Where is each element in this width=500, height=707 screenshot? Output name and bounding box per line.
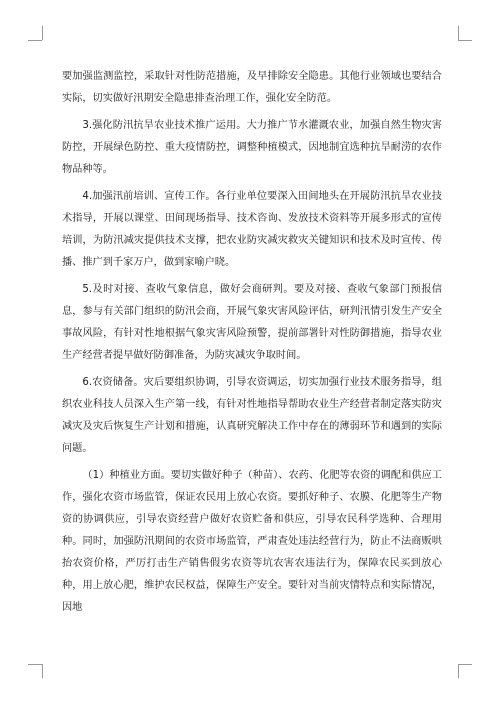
paragraph-item-5: 5.及时对接、查收气象信息，做好会商研判。要及对接、查收气象部门预报信息，参与有关部门组织的防汛会商，开展气象灾害风险评估，研判汛情引发生产安全事故风险，有针对性地根据气象灾害风险预警，提前部署针对性防御措施，指导农业生产经营者提早做好防御准备，为防灾减灾争取时间。 bbox=[62, 284, 442, 361]
paragraph-continuation: 要加强监测监控，采取针对性防范措施，及早排除安全隐患。其他行业领域也要结合实际，切实做好汛期安全隐患排查治理工作，强化安全防范。 bbox=[62, 71, 442, 104]
paragraph-item-6: 6.农资储备。灾后要组织协调，引导农资调运，切实加强行业技术服务指导，组织农业科技人员深入生产第一线，有针对性地指导帮助农业生产经营者制定落实防灾减灾及灾后恢复生产计划和措施，认真研究解决工作中存在的薄弱环节和遇到的实际问题。 bbox=[62, 377, 442, 454]
paragraph-item-4: 4.加强汛前培训、宣传工作。各行业单位要深入田间地头在开展防汛抗旱农业技术指导，开展以课堂、田间现场指导、技术咨询、发放技术资料等开展多形式的宣传培训，为防汛减灾提供技术支撑，把农业防灾减灾救灾关键知识和技术及时宣传、传播、推广到千家万户，做到家喻户晓。 bbox=[62, 191, 442, 268]
document-body bbox=[62, 66, 442, 624]
paragraph-sub-item-1: （1）种植业方面。要切实做好种子（种苗）、农药、化肥等农资的调配和供应工作，强化农资市场监管，保证农民用上放心农资。要抓好种子、农膜、化肥等生产物资的协调供应，引导农资经营户做好农资贮备和供应，引导农民科学选种、合理用种。同时，加强防汛期间的农资市场监管，严肃查处违法经营行为，防止不法商贩哄抬农资价格，严厉打击生产销售假劣农资等坑农害农违法行为，保障农民买到放心种，用上放心肥，维护农民权益，保障生产安全。要针对当前灾情特点和实际情况，因地 bbox=[62, 470, 442, 613]
paragraph-item-3: 3.强化防汛抗旱农业技术推广运用。大力推广节水灌溉农业，加强自然生物灾害防控，开展绿色防控、重大疫情防控，调整种植模式，因地制宜选种抗旱耐涝的农作物品种等。 bbox=[62, 120, 442, 175]
